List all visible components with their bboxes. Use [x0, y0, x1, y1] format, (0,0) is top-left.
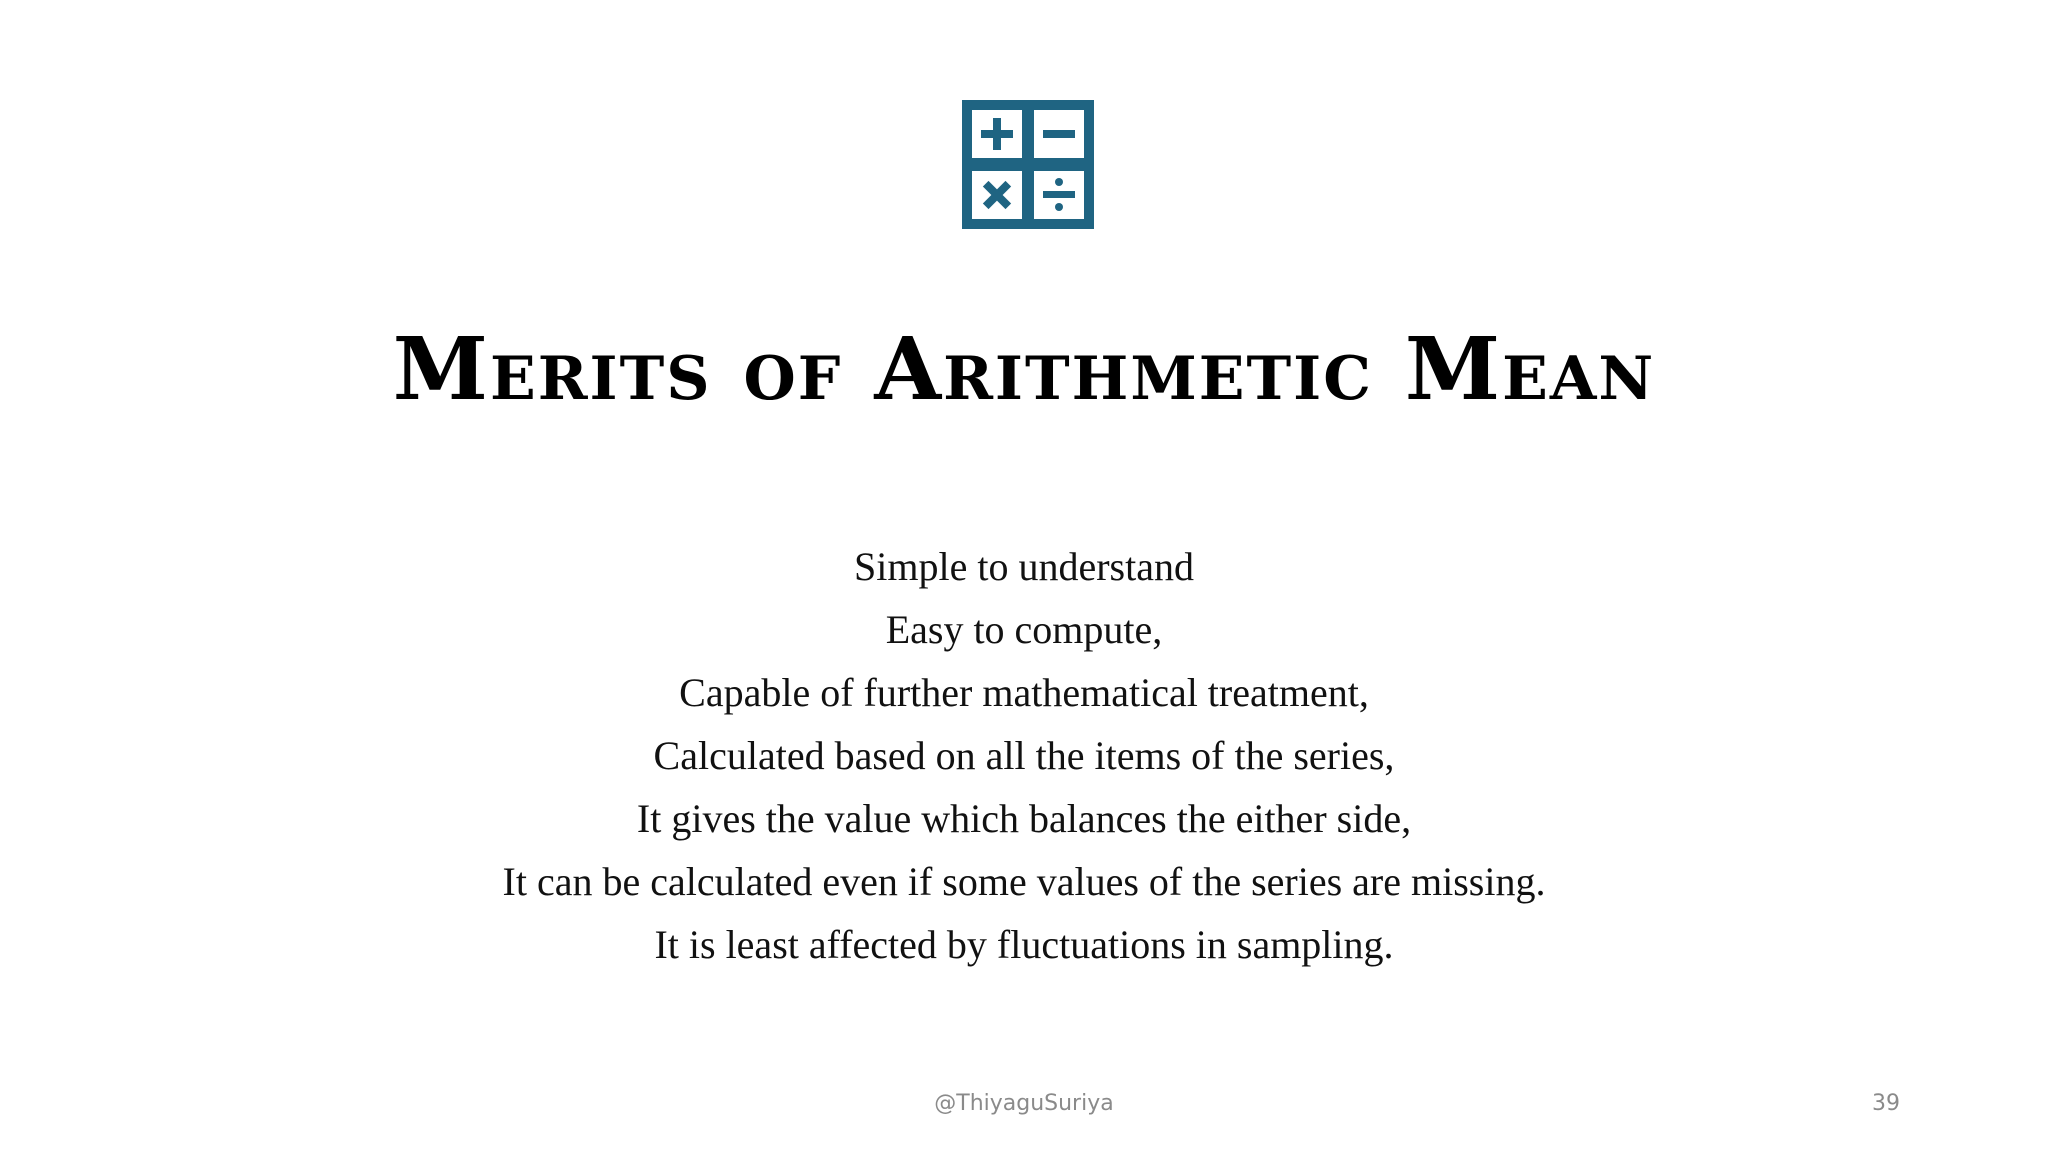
slide-title: Merits of Arithmetic Mean [392, 319, 1656, 420]
calculator-icon [962, 100, 1094, 229]
list-item: It gives the value which balances the either side, [636, 796, 1412, 841]
list-item: Easy to compute, [885, 607, 1163, 652]
list-item: Capable of further mathematical treatment, [679, 670, 1369, 715]
list-item: It is least affected by fluctuations in sampling. [654, 922, 1394, 967]
list-item: Simple to understand [854, 544, 1194, 589]
footer-handle: @ThiyaguSuriya [934, 1091, 1114, 1116]
list-item: It can be calculated even if some values of the series are missing. [502, 859, 1546, 904]
list-item: Calculated based on all the items of the series, [653, 733, 1395, 778]
page-number: 39 [1872, 1091, 1900, 1116]
merits-list [0, 535, 2048, 976]
